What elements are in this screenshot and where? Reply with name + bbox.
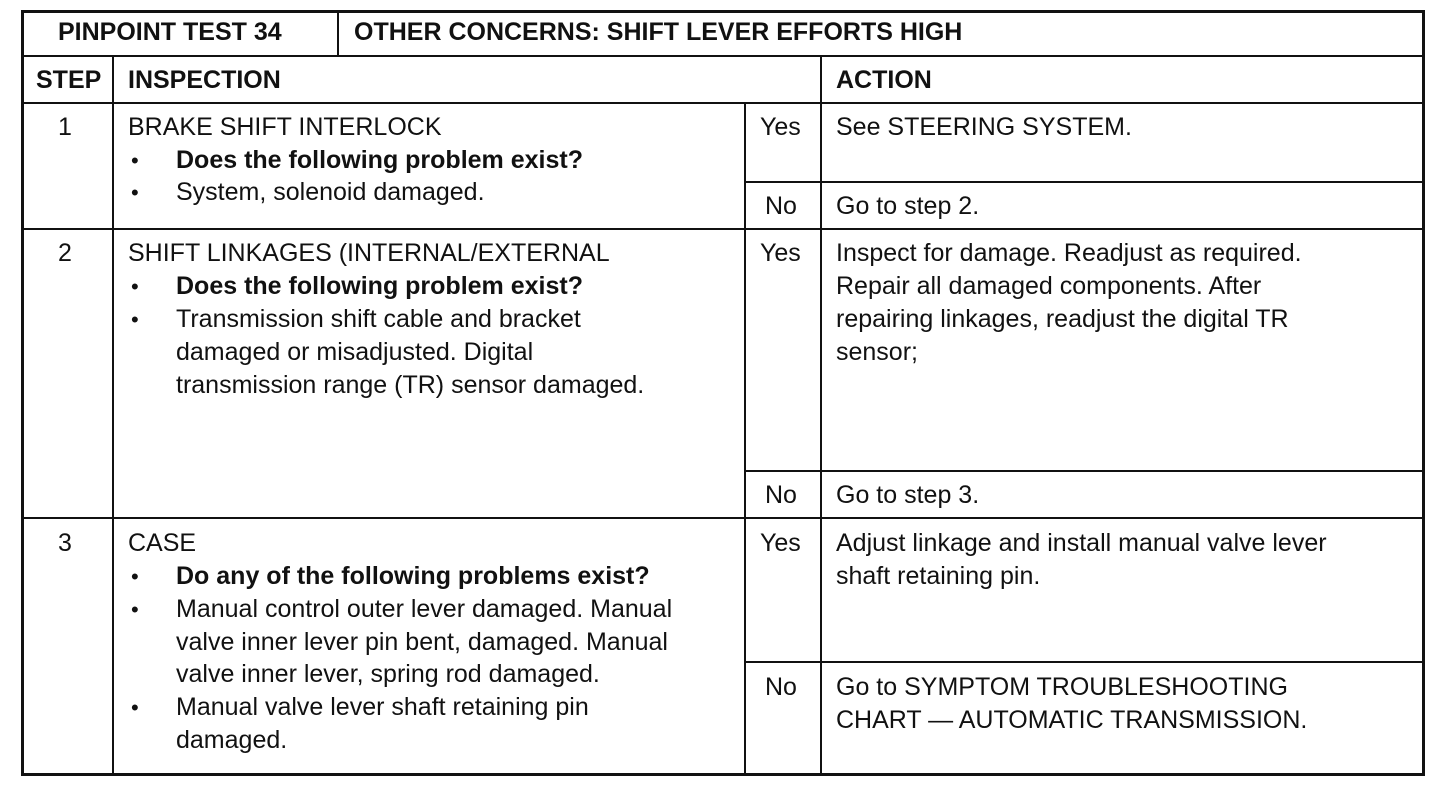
rule-row1-split [744, 181, 1425, 183]
yes-action: See STEERING SYSTEM. [836, 113, 1132, 141]
inspection-question: Do any of the following problems exist? [176, 562, 650, 590]
bullet-icon: • [131, 148, 139, 173]
yes-label: Yes [760, 239, 801, 267]
rule-title-divider [337, 10, 339, 56]
yes-label: Yes [760, 113, 801, 141]
yes-action: Repair all damaged components. After [836, 272, 1262, 300]
inspection-question: Does the following problem exist? [176, 272, 583, 300]
no-label: No [765, 192, 797, 220]
no-action: Go to step 3. [836, 481, 980, 509]
inspection-detail: Transmission shift cable and bracket [176, 305, 581, 333]
yes-action: sensor; [836, 338, 918, 366]
no-action: CHART — AUTOMATIC TRANSMISSION. [836, 706, 1308, 734]
yes-action: Inspect for damage. Readjust as required. [836, 239, 1302, 267]
bullet-icon: • [131, 564, 139, 589]
inspection-detail: valve inner lever, spring rod damaged. [176, 660, 600, 688]
inspection-detail: System, solenoid damaged. [176, 178, 485, 206]
inspection-heading: SHIFT LINKAGES (INTERNAL/EXTERNAL [128, 239, 610, 267]
bullet-icon: • [131, 307, 139, 332]
rule-yesno-col [744, 103, 746, 776]
bullet-icon: • [131, 695, 139, 720]
rule-step-col [112, 56, 114, 776]
step-number: 2 [58, 239, 72, 267]
no-label: No [765, 673, 797, 701]
inspection-detail: valve inner lever pin bent, damaged. Manual [176, 628, 668, 656]
yes-label: Yes [760, 529, 801, 557]
rule-row3-split [744, 661, 1425, 663]
inspection-heading: CASE [128, 529, 197, 557]
bullet-icon: • [131, 180, 139, 205]
rule-title-bottom [21, 55, 1425, 57]
rule-header-bottom [21, 102, 1425, 104]
inspection-heading: BRAKE SHIFT INTERLOCK [128, 113, 442, 141]
column-header-action: ACTION [836, 66, 932, 94]
inspection-detail: Manual control outer lever damaged. Manual [176, 595, 673, 623]
rule-row2-bottom [21, 517, 1425, 519]
column-header-inspection: INSPECTION [128, 66, 281, 94]
rule-row2-split [744, 470, 1425, 472]
no-label: No [765, 481, 797, 509]
test-number-label: PINPOINT TEST 34 [58, 18, 282, 46]
inspection-question: Does the following problem exist? [176, 146, 583, 174]
no-action: Go to SYMPTOM TROUBLESHOOTING [836, 673, 1288, 701]
step-number: 1 [58, 113, 72, 141]
inspection-detail: damaged. [176, 726, 288, 754]
bullet-icon: • [131, 274, 139, 299]
step-number: 3 [58, 529, 72, 557]
rule-row1-bottom [21, 228, 1425, 230]
rule-action-col [820, 56, 822, 776]
inspection-detail: Manual valve lever shaft retaining pin [176, 693, 589, 721]
bullet-icon: • [131, 597, 139, 622]
inspection-detail: damaged or misadjusted. Digital [176, 338, 534, 366]
yes-action: shaft retaining pin. [836, 562, 1041, 590]
no-action: Go to step 2. [836, 192, 980, 220]
column-header-step: STEP [36, 66, 102, 94]
yes-action: repairing linkages, readjust the digital TR [836, 305, 1289, 333]
concern-title: OTHER CONCERNS: SHIFT LEVER EFFORTS HIGH [354, 18, 963, 46]
inspection-detail: transmission range (TR) sensor damaged. [176, 371, 645, 399]
yes-action: Adjust linkage and install manual valve lever [836, 529, 1327, 557]
